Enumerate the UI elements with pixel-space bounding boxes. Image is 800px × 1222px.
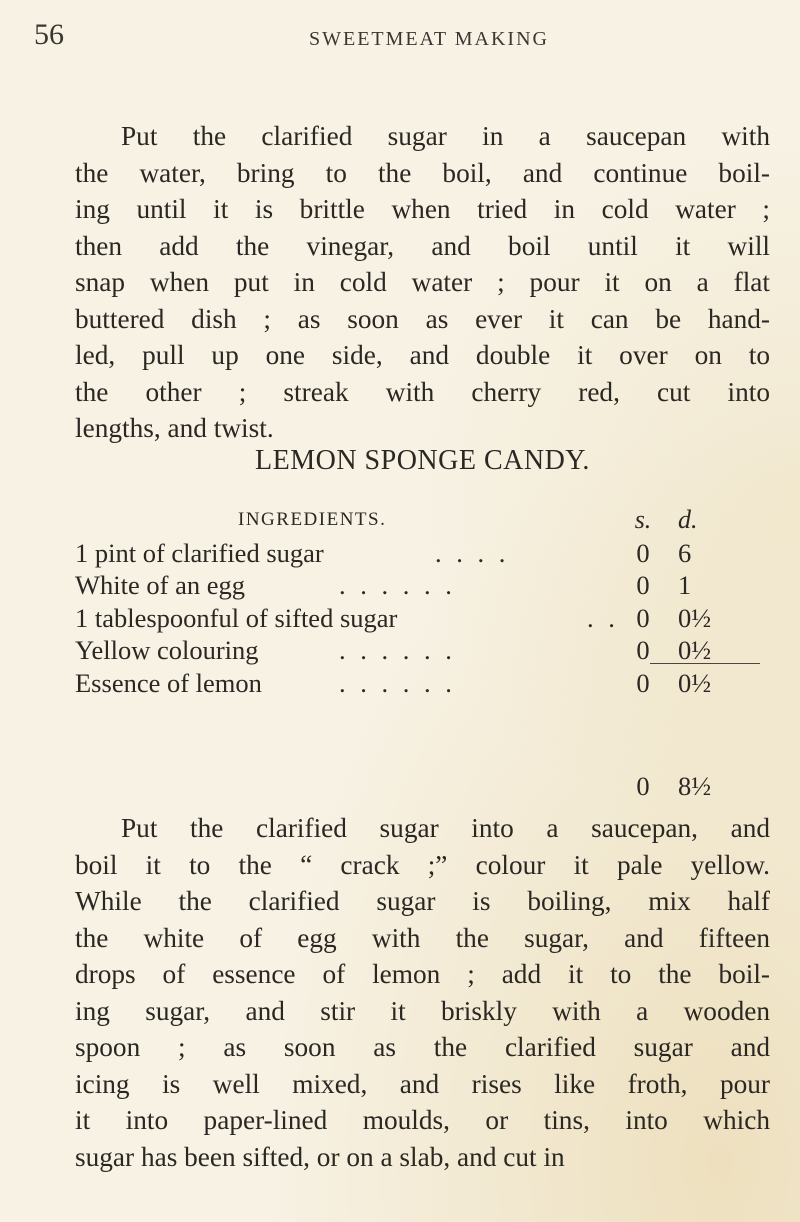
text-line: While the clarified sugar is boiling, mix half <box>75 886 770 916</box>
ingredient-shillings: 0 <box>636 537 650 568</box>
text-line: lengths, and twist. <box>75 413 274 443</box>
text-line: snap when put in cold water ; pour it on a flat <box>75 267 770 297</box>
total-cost-row <box>75 770 775 803</box>
text-line: boil it to the “ crack ;” colour it pale yellow. <box>75 849 770 880</box>
text-line: the water, bring to the boil, and continue boil- <box>75 157 770 188</box>
page-header <box>34 18 774 68</box>
text-line: then add the vinegar, and boil until it will <box>75 230 770 261</box>
ingredient-pence: 6 <box>678 537 692 568</box>
pence-column-header: d. <box>678 505 698 534</box>
ingredient-row <box>75 569 775 602</box>
instructions-paragraph-2 <box>75 810 770 1175</box>
running-head: SWEETMEAT MAKING <box>309 28 549 50</box>
ingredient-shillings: 0 <box>636 667 650 698</box>
ingredient-shillings: 0 <box>636 570 650 600</box>
text-line: led, pull up one side, and double it over on to <box>75 340 770 370</box>
shillings-column-header: s. <box>634 505 652 534</box>
text-line: drops of essence of lemon ; add it to the boil- <box>75 959 770 989</box>
ingredient-pence: 0½ <box>678 635 712 665</box>
ingredient-row <box>75 667 775 700</box>
total-pence: 8½ <box>678 771 712 801</box>
leader-dots: . . . . . . <box>339 635 456 665</box>
ingredient-pence: 0½ <box>678 667 712 698</box>
ingredients-heading: INGREDIENTS. <box>238 509 387 530</box>
ingredient-shillings: 0 <box>636 602 650 633</box>
ingredient-name: Essence of lemon <box>75 667 262 698</box>
recipe-title: LEMON SPONGE CANDY. <box>255 445 590 476</box>
leader-dots: . . . . . . <box>339 667 456 698</box>
text-line: icing is well mixed, and rises like froth, pour <box>75 1068 770 1099</box>
ingredient-row <box>75 537 775 570</box>
page-number: 56 <box>34 18 64 51</box>
text-line: the white of egg with the sugar, and fifteen <box>75 922 770 953</box>
ingredient-name: 1 tablespoonful of sifted sugar <box>75 602 398 633</box>
ingredient-name: White of an egg <box>75 570 245 600</box>
ingredients-heading-row <box>75 504 775 537</box>
total-rule <box>650 663 760 664</box>
ingredient-row <box>75 602 775 635</box>
total-shillings: 0 <box>636 771 650 801</box>
ingredient-pence: 1 <box>678 570 692 600</box>
text-line: spoon ; as soon as the clarified sugar and <box>75 1032 770 1062</box>
ingredient-name: Yellow colouring <box>75 635 259 665</box>
ingredient-pence: 0½ <box>678 602 712 633</box>
ingredients-table <box>75 504 775 699</box>
ingredient-shillings: 0 <box>636 635 650 665</box>
text-line: ing until it is brittle when tried in cold water ; <box>75 194 770 224</box>
text-line: it into paper-lined moulds, or tins, into which <box>75 1105 770 1135</box>
text-line: Put the clarified sugar in a saucepan with <box>121 121 770 151</box>
ingredient-row <box>75 634 775 667</box>
text-line: ing sugar, and stir it briskly with a wooden <box>75 995 770 1026</box>
leader-dots: . . <box>587 602 619 633</box>
leader-dots: . . . . <box>435 537 510 568</box>
text-line: Put the clarified sugar into a saucepan, and <box>121 813 770 843</box>
ingredient-name: 1 pint of clarified sugar <box>75 537 324 568</box>
text-line: the other ; streak with cherry red, cut into <box>75 376 770 407</box>
leader-dots: . . . . . . <box>339 570 456 600</box>
text-line: buttered dish ; as soon as ever it can be hand- <box>75 303 770 334</box>
text-line: sugar has been sifted, or on a slab, and cut in <box>75 1141 565 1172</box>
instructions-paragraph-1 <box>75 118 770 447</box>
